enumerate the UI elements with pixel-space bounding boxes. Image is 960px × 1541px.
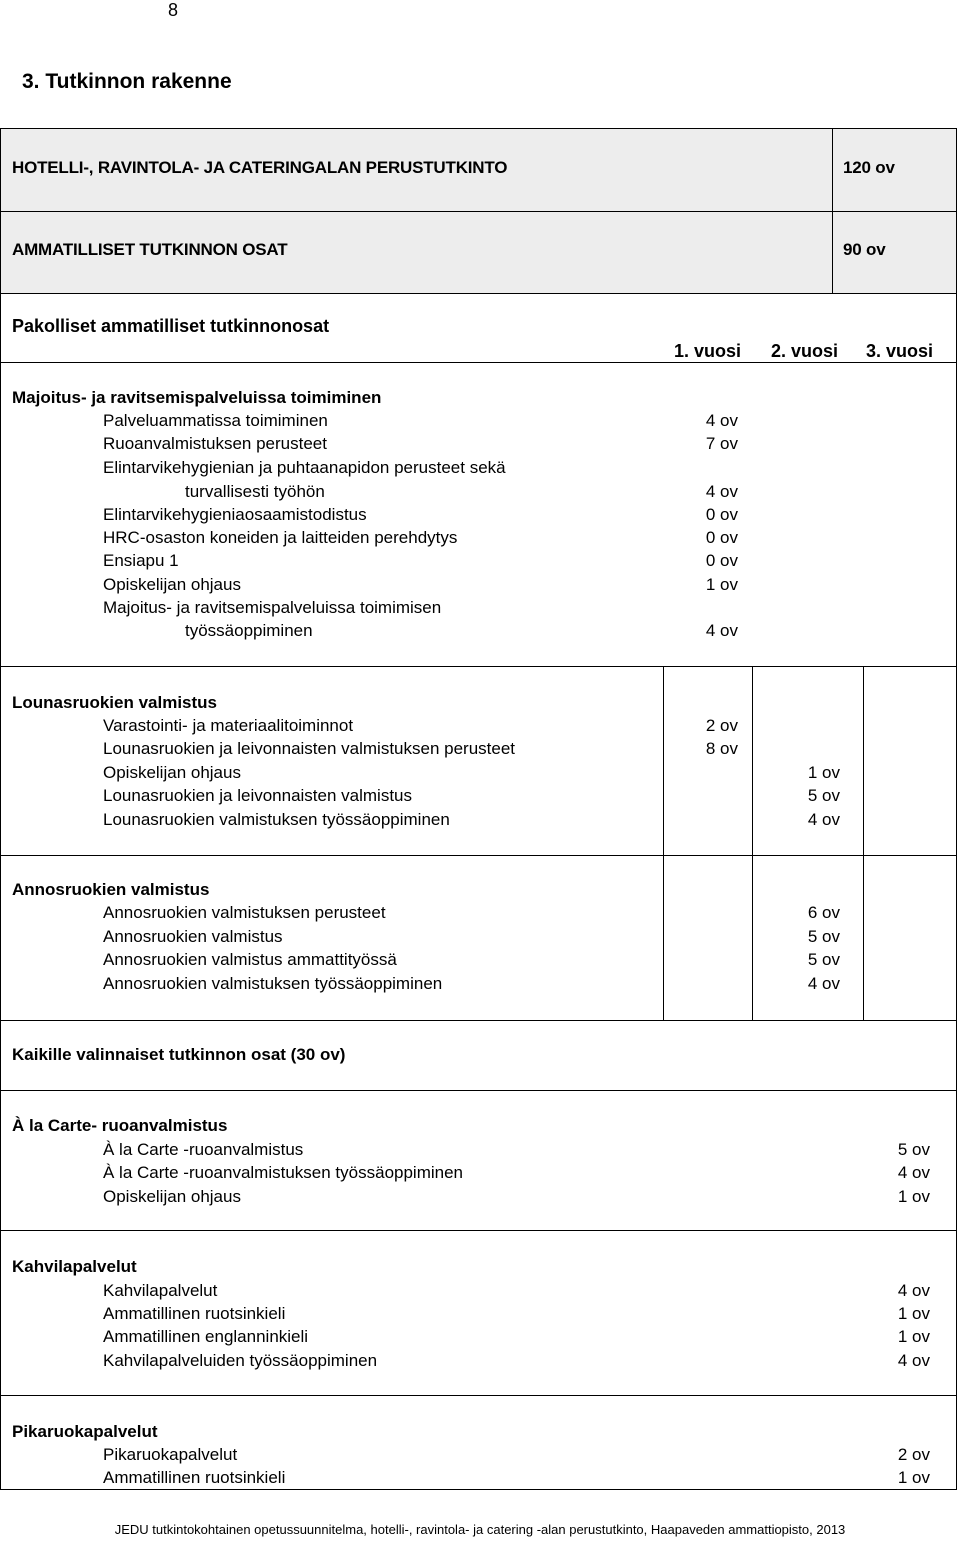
credit-value: 4 ov [705,621,738,640]
list-item: Annosruokien valmistuksen perusteet [103,903,386,922]
vocational-credits: 90 ov [843,240,886,259]
elective-title: Kaikille valinnaiset tutkinnon osat (30 ov) [12,1045,346,1064]
list-item: Annosruokien valmistus ammattityössä [103,950,397,969]
list-item: Majoitus- ja ravitsemispalveluissa toimimisen [103,598,442,617]
list-item: Annosruokien valmistuksen työssäoppiminen [103,974,443,993]
list-item: Lounasruokien ja leivonnaisten valmistuksen perusteet [103,739,516,758]
list-item: Ruoanvalmistuksen perusteet [103,434,327,453]
year-header-2: 2. vuosi [771,341,839,361]
divider [0,666,957,667]
column-divider [752,666,753,1020]
column-divider [663,666,664,1020]
section-title: À la Carte- ruoanvalmistus [12,1116,228,1135]
section-title: Kahvilapalvelut [12,1257,137,1276]
list-item: Ammatillinen ruotsinkieli [103,1468,286,1487]
credit-value: 1 ov [897,1327,930,1346]
credit-value: 1 ov [705,575,738,594]
list-item-continued: turvallisesti työhön [185,482,325,501]
year-header-3: 3. vuosi [866,341,934,361]
credit-value: 4 ov [897,1163,930,1182]
divider [0,855,957,856]
divider [0,211,957,212]
divider [0,1230,957,1231]
list-item: Varastointi- ja materiaalitoiminnot [103,716,354,735]
credit-value: 4 ov [807,810,840,829]
list-item: Ensiapu 1 [103,551,179,570]
page-number: 8 [168,0,179,20]
credit-value: 4 ov [807,974,840,993]
list-item: Kahvilapalvelut [103,1281,218,1300]
list-item: À la Carte -ruoanvalmistuksen työssäoppiminen [103,1163,464,1182]
divider [0,1020,957,1021]
list-item: Opiskelijan ohjaus [103,1187,241,1206]
credit-value: 5 ov [807,927,840,946]
credit-value: 6 ov [807,903,840,922]
credit-value: 2 ov [897,1445,930,1464]
page-footer: JEDU tutkintokohtainen opetussuunnitelma, hotelli-, ravintola- ja catering -alan perustutkinto, Haapaveden ammattiopisto, 2013 [114,1522,846,1537]
divider [0,1090,957,1091]
list-item: Elintarvikehygieniaosaamistodistus [103,505,367,524]
credit-value: 5 ov [897,1140,930,1159]
list-item: Lounasruokien ja leivonnaisten valmistus [103,786,413,805]
credit-value: 1 ov [897,1304,930,1323]
credit-value: 0 ov [705,505,738,524]
credit-value: 5 ov [807,950,840,969]
credit-value: 7 ov [705,434,738,453]
degree-title: HOTELLI-, RAVINTOLA- JA CATERINGALAN PERUSTUTKINTO [12,158,508,177]
divider [0,362,957,363]
credit-value: 8 ov [705,739,738,758]
list-item: Palveluammatissa toimiminen [103,411,328,430]
list-item: Elintarvikehygienian ja puhtaanapidon perusteet sekä [103,458,506,477]
credit-value: 5 ov [807,786,840,805]
vocational-title: AMMATILLISET TUTKINNON OSAT [12,240,288,259]
divider [0,1395,957,1396]
list-item: Kahvilapalveluiden työssäoppiminen [103,1351,378,1370]
section-title: Lounasruokien valmistus [12,693,217,712]
degree-credits: 120 ov [843,158,895,177]
section-title: Pikaruokapalvelut [12,1422,158,1441]
list-item: Opiskelijan ohjaus [103,763,241,782]
credit-value: 4 ov [897,1281,930,1300]
section-heading: 3. Tutkinnon rakenne [22,70,232,93]
credit-value: 2 ov [705,716,738,735]
list-item: Pikaruokapalvelut [103,1445,238,1464]
list-item: HRC-osaston koneiden ja laitteiden perehdytys [103,528,458,547]
mandatory-title: Pakolliset ammatilliset tutkinnonosat [12,316,330,336]
credit-value: 1 ov [897,1187,930,1206]
credit-value: 4 ov [705,482,738,501]
list-item: Lounasruokien valmistuksen työssäoppiminen [103,810,450,829]
credit-value: 4 ov [897,1351,930,1370]
divider [0,293,957,294]
credit-value: 0 ov [705,551,738,570]
credit-value: 1 ov [807,763,840,782]
list-item: Ammatillinen ruotsinkieli [103,1304,286,1323]
credit-value: 1 ov [897,1468,930,1487]
list-item: Annosruokien valmistus [103,927,283,946]
year-header-1: 1. vuosi [674,341,742,361]
column-divider [863,666,864,1020]
section-title: Majoitus- ja ravitsemispalveluissa toimiminen [12,388,382,407]
credit-value: 4 ov [705,411,738,430]
list-item: Opiskelijan ohjaus [103,575,241,594]
section-title: Annosruokien valmistus [12,880,210,899]
list-item-continued: työssäoppiminen [185,621,313,640]
column-divider [832,128,833,293]
credit-value: 0 ov [705,528,738,547]
list-item: Ammatillinen englanninkieli [103,1327,309,1346]
list-item: À la Carte -ruoanvalmistus [103,1140,304,1159]
